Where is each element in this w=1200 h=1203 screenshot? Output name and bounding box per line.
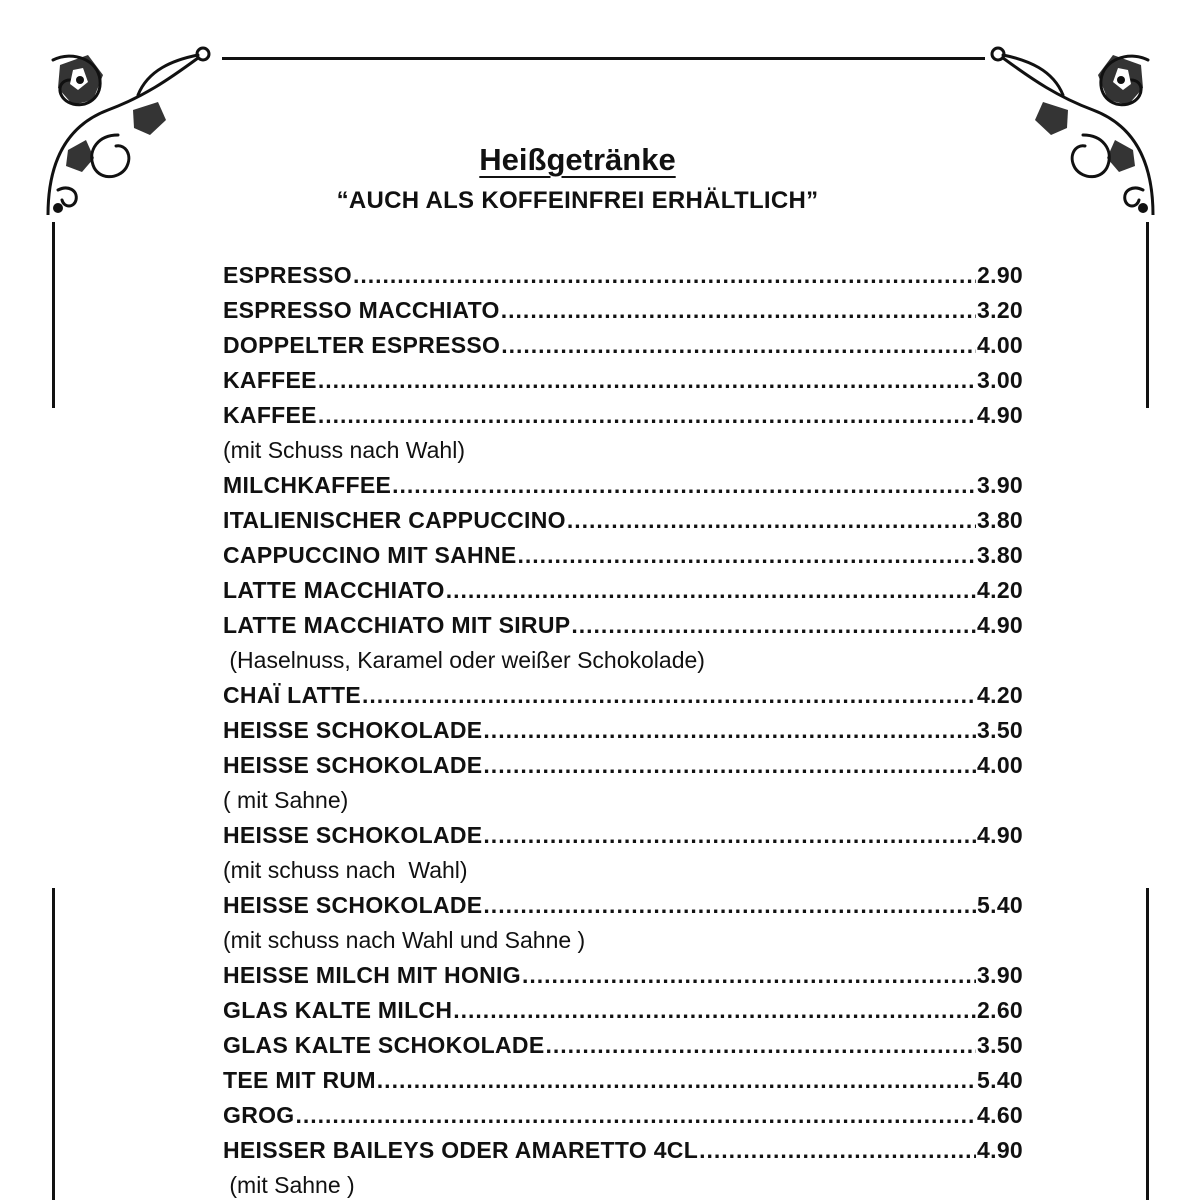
- frame-top-line: [222, 57, 985, 60]
- menu-item-price: 3.90: [977, 472, 1023, 498]
- menu-item-note-text: (mit schuss nach Wahl und Sahne ): [223, 927, 586, 953]
- menu-item-name: LATTE MACCHIATO MIT SIRUP: [223, 612, 571, 638]
- menu-item: [223, 363, 1023, 398]
- menu-title: Heißgetränke: [479, 142, 676, 177]
- menu-item: [223, 608, 1023, 643]
- menu-item: [223, 958, 1023, 993]
- menu-item-note-text: (mit Schuss nach Wahl): [223, 437, 465, 463]
- menu-item: [223, 328, 1023, 363]
- menu-item-price: 4.60: [977, 1102, 1023, 1128]
- menu-item: [223, 258, 1023, 293]
- menu-item-name: MILCHKAFFEE: [223, 472, 392, 498]
- menu-item-name: DOPPELTER ESPRESSO: [223, 332, 501, 358]
- dot-leader: [483, 748, 976, 783]
- dot-leader: [522, 958, 976, 993]
- dot-leader: [545, 1028, 976, 1063]
- dot-leader: [295, 1098, 976, 1133]
- menu-item-price: 3.00: [977, 367, 1023, 393]
- menu-item-name: CHAÏ LATTE: [223, 682, 362, 708]
- menu-item-name: KAFFEE: [223, 367, 317, 393]
- menu-item-name: GLAS KALTE SCHOKOLADE: [223, 1032, 545, 1058]
- menu-item: [223, 573, 1023, 608]
- menu-item: [223, 293, 1023, 328]
- dot-leader: [377, 1063, 976, 1098]
- menu-item-name: HEISSE SCHOKOLADE: [223, 717, 483, 743]
- menu-item-price: 5.40: [977, 892, 1023, 918]
- menu-item-note-text: (mit Sahne ): [223, 1172, 355, 1198]
- menu-item-price: 3.90: [977, 962, 1023, 988]
- menu-item: [223, 503, 1023, 538]
- menu-item-name: GROG: [223, 1102, 295, 1128]
- menu-item-price: 4.90: [977, 612, 1023, 638]
- menu-item-name: TEE MIT RUM: [223, 1067, 376, 1093]
- dot-leader: [353, 258, 976, 293]
- menu-item-note-text: ( mit Sahne): [223, 787, 349, 813]
- menu-item: [223, 748, 1023, 783]
- menu-item: [223, 1063, 1023, 1098]
- menu-item: [223, 538, 1023, 573]
- menu-item-note: [223, 433, 1023, 468]
- menu-item-note-text: (mit schuss nach Wahl): [223, 857, 468, 883]
- menu-item-price: 4.00: [977, 332, 1023, 358]
- dot-leader: [571, 608, 976, 643]
- menu-item-price: 4.20: [977, 577, 1023, 603]
- menu-item-price: 2.90: [977, 262, 1023, 288]
- menu-item-name: HEISSER BAILEYS ODER AMARETTO 4CL: [223, 1137, 699, 1163]
- menu-item-price: 3.20: [977, 297, 1023, 323]
- menu-item-price: 3.80: [977, 542, 1023, 568]
- frame-right-line-lower: [1146, 888, 1149, 1200]
- dot-leader: [318, 363, 976, 398]
- menu-item-name: HEISSE SCHOKOLADE: [223, 892, 483, 918]
- menu-item-price: 4.90: [977, 1137, 1023, 1163]
- menu-item-price: 3.50: [977, 1032, 1023, 1058]
- menu-item: [223, 1133, 1023, 1168]
- menu-item: [223, 398, 1023, 433]
- menu-list: [223, 258, 1023, 1203]
- dot-leader: [501, 328, 976, 363]
- menu-item-name: ESPRESSO: [223, 262, 352, 288]
- frame-left-line-upper: [52, 222, 55, 408]
- menu-item-price: 3.80: [977, 507, 1023, 533]
- menu-item-note: [223, 853, 1023, 888]
- menu-item-name: HEISSE SCHOKOLADE: [223, 752, 483, 778]
- menu-item-note: [223, 643, 1023, 678]
- menu-item-note: [223, 783, 1023, 818]
- menu-item-price: 4.90: [977, 822, 1023, 848]
- menu-item-price: 4.20: [977, 682, 1023, 708]
- menu-item-name: HEISSE SCHOKOLADE: [223, 822, 483, 848]
- menu-item-name: CAPPUCCINO MIT SAHNE: [223, 542, 517, 568]
- menu-item-name: ITALIENISCHER CAPPUCCINO: [223, 507, 566, 533]
- menu-item-price: 2.60: [977, 997, 1023, 1023]
- menu-item-price: 5.40: [977, 1067, 1023, 1093]
- dot-leader: [699, 1133, 976, 1168]
- menu-item: [223, 888, 1023, 923]
- menu-item-name: KAFFEE: [223, 402, 317, 428]
- menu-item: [223, 1028, 1023, 1063]
- dot-leader: [483, 818, 976, 853]
- menu-item-price: 4.00: [977, 752, 1023, 778]
- menu-subtitle: “AUCH ALS KOFFEINFREI ERHÄLTLICH”: [336, 187, 819, 214]
- menu-item-name: ESPRESSO MACCHIATO: [223, 297, 500, 323]
- menu-item: [223, 678, 1023, 713]
- menu-item: [223, 1098, 1023, 1133]
- menu-item: [223, 818, 1023, 853]
- frame-left-line-lower: [52, 888, 55, 1200]
- frame-right-line-upper: [1146, 222, 1149, 408]
- menu-item-note: [223, 923, 1023, 958]
- menu-item: [223, 713, 1023, 748]
- menu-item-name: LATTE MACCHIATO: [223, 577, 445, 603]
- dot-leader: [501, 293, 976, 328]
- menu-item-note: [223, 1168, 1023, 1203]
- dot-leader: [567, 503, 976, 538]
- menu-item-note-text: (Haselnuss, Karamel oder weißer Schokolade): [223, 647, 705, 673]
- dot-leader: [453, 993, 976, 1028]
- menu-item: [223, 993, 1023, 1028]
- menu-item-name: GLAS KALTE MILCH: [223, 997, 453, 1023]
- menu-item-price: 3.50: [977, 717, 1023, 743]
- dot-leader: [362, 678, 976, 713]
- dot-leader: [318, 398, 976, 433]
- menu-item-name: HEISSE MILCH MIT HONIG: [223, 962, 521, 988]
- menu-item-price: 4.90: [977, 402, 1023, 428]
- dot-leader: [446, 573, 976, 608]
- dot-leader: [392, 468, 976, 503]
- dot-leader: [518, 538, 977, 573]
- dot-leader: [483, 888, 976, 923]
- menu-item: [223, 468, 1023, 503]
- dot-leader: [483, 713, 976, 748]
